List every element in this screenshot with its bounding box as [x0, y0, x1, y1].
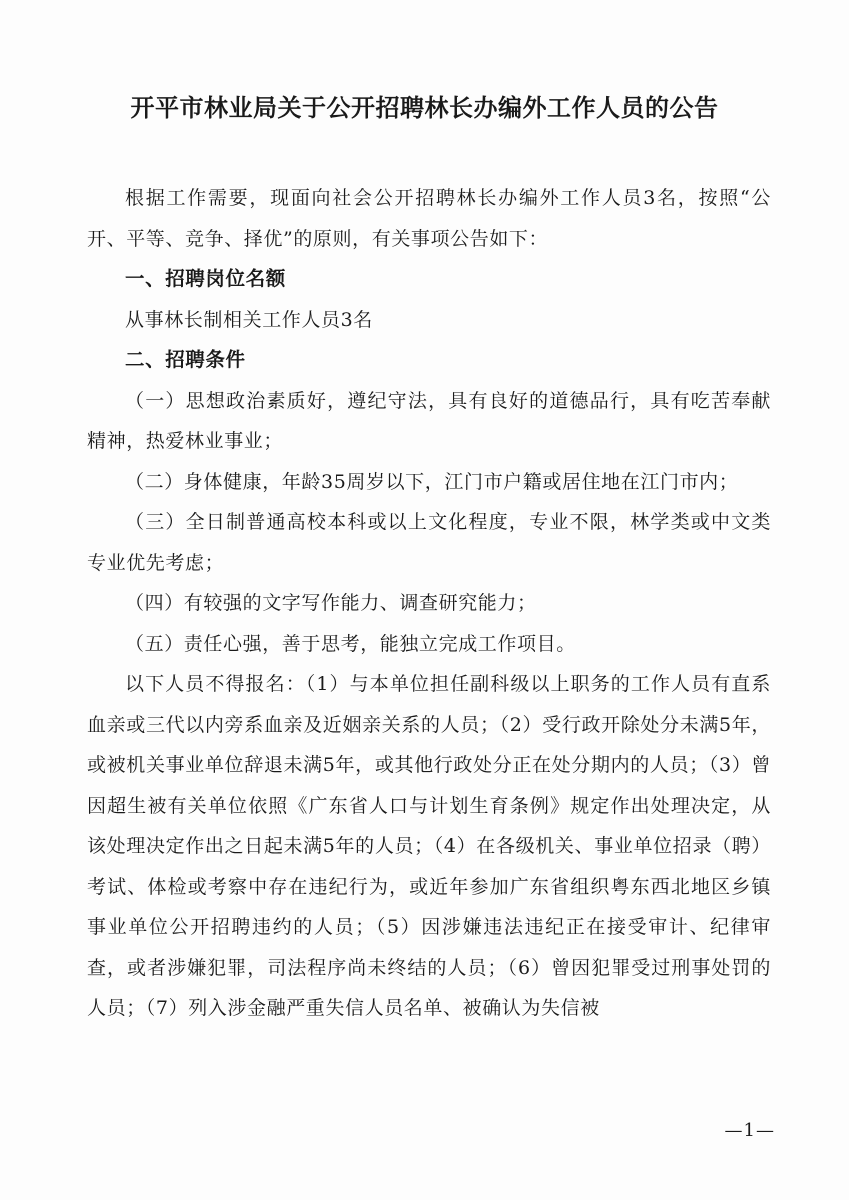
condition-item: （四）有较强的文字写作能力、调查研究能力；: [125, 592, 537, 614]
condition-item: （三）全日制普通高校本科或以上文化程度，专业不限，林学类或中文类专业优先考虑；: [87, 511, 771, 574]
document-title: 开平市林业局关于公开招聘林长办编外工作人员的公告: [130, 94, 719, 122]
condition-item: （五）责任心强，善于思考，能独立完成工作项目。: [125, 632, 576, 655]
document-body: [87, 178, 771, 1029]
intro-paragraph: 根据工作需要，现面向社会公开招聘林长办编外工作人员3名，按照“公开、平等、竞争、择优”的原则，有关事项公告如下：: [87, 187, 771, 250]
section-heading-positions: 一、招聘岗位名额: [125, 267, 286, 290]
exclusions-paragraph: 以下人员不得报名：（1）与本单位担任副科级以上职务的工作人员有直系血亲或三代以内旁系血亲及近姻亲关系的人员；（2）受行政开除处分未满5年，或被机关事业单位辞退未满5年，或其他行政处分正在处分期内的人员；（3）曾因超生被有关单位依照《广东省人口与计划生育条例》规定作出处理决定，从该处理决定作出之日起未满5年的人员；（4）在各级机关、事业单位招录（聘）考试、体检或考察中存在违纪行为，或近年参加广东省组织粤东西北地区乡镇事业单位公开招聘违约的人员；（5）因涉嫌违法违纪正在接受审计、纪律审查，或者涉嫌犯罪，司法程序尚未终结的人员；（6）曾因犯罪受过刑事处罚的人员；（7）列入涉金融严重失信人员名单、被确认为失信被: [87, 673, 771, 1019]
section-heading-conditions: 二、招聘条件: [125, 348, 246, 371]
condition-item: （二）身体健康，年龄35周岁以下，江门市户籍或居住地在江门市内；: [125, 470, 739, 493]
positions-paragraph: 从事林长制相关工作人员3名: [125, 308, 373, 331]
page-number: —1—: [724, 1120, 775, 1141]
condition-item: （一）思想政治素质好，遵纪守法，具有良好的道德品行，具有吃苦奉献精神，热爱林业事业；: [87, 389, 771, 452]
